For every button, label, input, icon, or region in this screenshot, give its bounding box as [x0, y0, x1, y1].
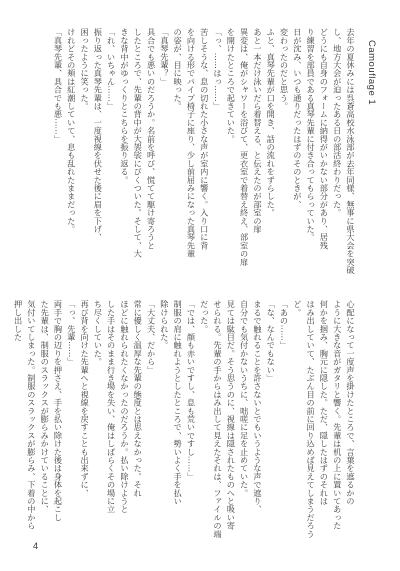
text-line: 「では、顔も赤いですし、息も荒いですし……」: [186, 300, 197, 481]
text-line: 「真琴先輩？」: [159, 28, 170, 86]
text-line: 「真琴先輩、具合でも悪……」: [53, 28, 64, 143]
text-line: 「な、なんでもない」: [266, 300, 277, 382]
body-text-lower: [13, 300, 357, 538]
text-line: 制服の肩に触れようとしたところで、勢いよく手を払い: [173, 300, 184, 505]
text-line: 苦しそうな、息の切れた小さな声が室内に響く。入り口に背: [199, 28, 210, 250]
text-line: 振り返った真琴先輩は、一度視線を伏せた後に眉を下げ、: [93, 28, 104, 242]
text-line: 両手で胸の辺りを押さえ、手を払い除けた後は身体を起こし: [53, 300, 64, 522]
text-line: 押し出した: [13, 300, 24, 341]
text-line: 気付いてしまった。制服のスラックスが膨らみ、下着の中から: [26, 300, 37, 530]
text-line: せられる。先輩の手からはみ出して見えたそれは、ファイルの端: [213, 300, 224, 538]
text-line: ど。: [292, 300, 303, 317]
text-line: 見ては駄目だ。そう思うのに、視線は隠されたものへと吸い寄: [226, 300, 237, 530]
text-line: た先輩は、制服のスラックスが膨らみかけていることに、: [40, 300, 51, 514]
text-line: を向ける形でパイプ椅子に座り、少し前屈みになった真琴先輩: [186, 28, 197, 258]
text-line: 去年の夏休みには呉蒼高校水泳部が去年同様、無事に県大会を突破: [346, 28, 356, 274]
body-text-upper: [37, 28, 357, 274]
text-line: を開けたところで起きていた。: [226, 28, 237, 143]
text-line: した手はそのまま行き場を失い、俺はしばらくその場に立: [106, 300, 117, 514]
text-line: あと一本だけ泳いだら着替える、と伝えたのが部室の扉: [252, 28, 263, 233]
text-line: 「大丈夫、だから」: [146, 300, 157, 374]
text-line: はみ出していて、たぶん目の前に回り込めば見えてしまうだろう: [306, 300, 317, 538]
text-line: どうにも自身のフォームに納得がいかない部分があり、居残: [319, 28, 330, 250]
text-line: けれどその頬は紅潮していて、息も乱れたままだった。: [66, 28, 77, 233]
text-line: 具合でも悪いのだろうか。名前を呼び、慌てて駆け寄ろうと: [146, 28, 157, 250]
text-line: 「っ、先輩……」: [66, 300, 77, 366]
text-line: 日が沈み、いつも通りだったはずのそのときが、: [292, 28, 303, 209]
text-line: 除けられた。: [159, 300, 170, 350]
text-line: り練習を部員である真琴先輩に付き合ってもらっていた。: [306, 28, 317, 242]
text-line: ように大きな音がガタリと響く。先輩は机の上に置いてあった: [332, 300, 343, 530]
text-line: 何かを掴み、胸元に隠した。ただ、隠したはずのそれは: [319, 300, 330, 505]
text-line: ち尽くしていた。: [93, 300, 104, 366]
text-line: し、地方大会が迫ったある日の部活終わりだった。: [332, 28, 343, 217]
text-line: 再び背を向けた先輩へと視線を戻すことも出来ずに、: [80, 300, 91, 497]
text-line: 心配になって一度声を掛けたところで、言葉を遮るかの: [346, 300, 356, 505]
text-line: したところで、先輩の背中が大袈裟にびくついた。そして、大: [133, 28, 144, 258]
page-number: 4: [33, 541, 39, 551]
text-line: 変わったのだと思う。: [279, 28, 290, 110]
text-line: きな背中がゆっくりとこちらを振り返る。: [119, 28, 130, 184]
running-head: Camouflage 1: [366, 40, 377, 106]
text-line: 異変は、俺がシャワーを浴びて、更衣室で着替え終え、部室の扉: [239, 28, 250, 266]
text-line: の姿が、目に映った。: [173, 28, 184, 110]
text-line: ふと、真琴先輩が口を開き、話の流れをずらした。: [266, 28, 277, 217]
text-line: 「っ、……はっ……」: [213, 28, 224, 110]
text-line: 常に優しく温厚な先輩の態度とは思えなかった。それ: [133, 300, 144, 497]
text-line: 困ったように笑った。: [80, 28, 91, 110]
text-line: 「れ、いちゃん……」: [106, 28, 117, 110]
text-line: ほどに触れられたくなかったのだろうか。払い除けようと: [119, 300, 130, 514]
text-line: 自分でも気付かないうちに、咄嗟に足を止めていた。: [239, 300, 250, 497]
text-line: だった。: [199, 300, 210, 333]
text-line: 「あの……」: [279, 300, 290, 350]
text-line: まるで触れることを許さないとでもいうような声で遮り、: [252, 300, 263, 514]
